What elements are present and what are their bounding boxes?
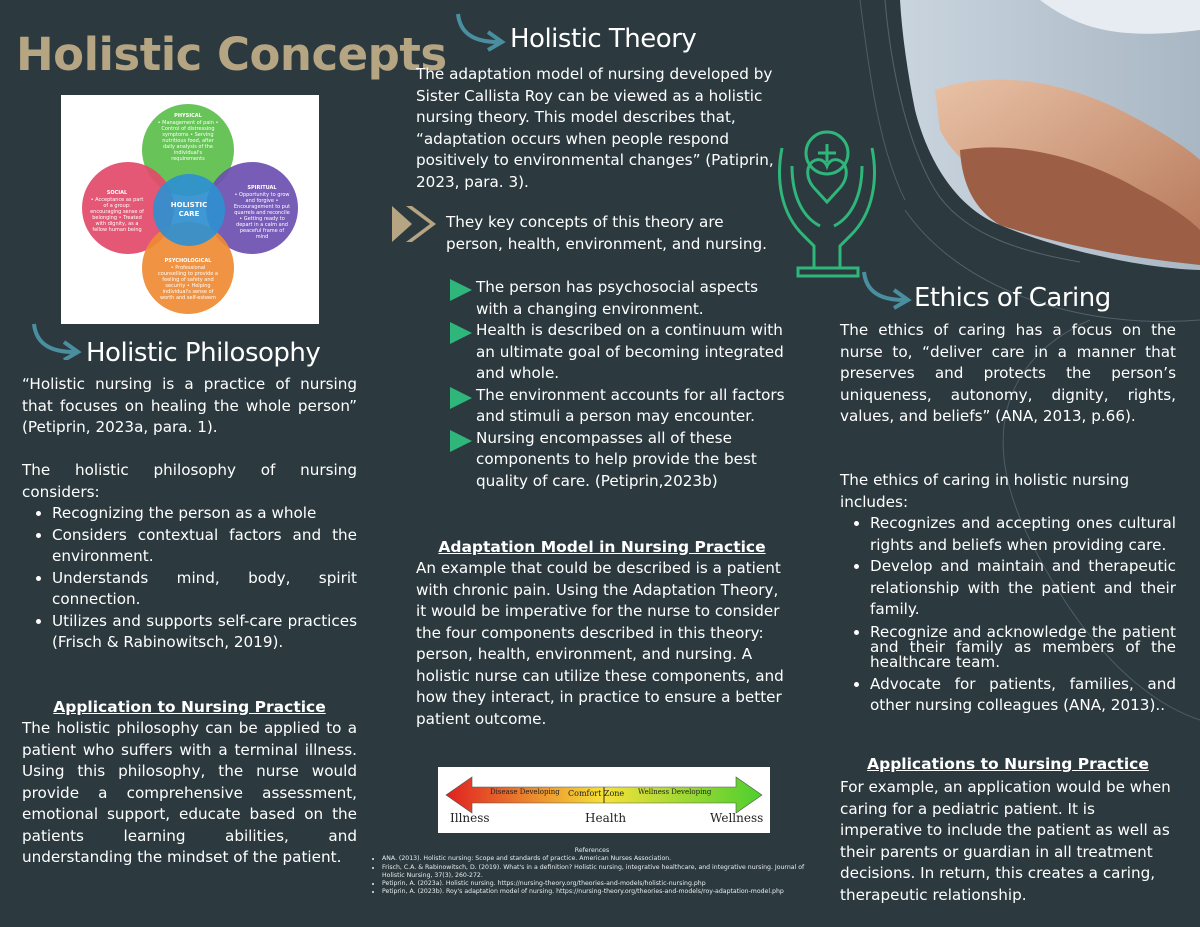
list-item: Health is described on a continuum with an ultimate goal of becoming integrated and whole. xyxy=(450,320,790,385)
list-item: • Advocate for patients, families, and other nursing colleagues (ANA, 2013).. xyxy=(870,674,1176,717)
care-hands-icon xyxy=(770,118,910,278)
adaptation-heading: Adaptation Model in Nursing Practice xyxy=(438,538,766,556)
disease-developing-label: Disease Developing xyxy=(490,788,560,796)
theory-key-concepts: They key concepts of this theory are person, health, environment, and nursing. xyxy=(446,213,767,253)
comfort-zone-label: Comfort Zone xyxy=(568,789,625,798)
references-heading: References xyxy=(574,847,610,854)
list-item: • Considers contextual factors and the environment. xyxy=(52,525,357,568)
list-item: Nursing encompasses all of these components to help provide the best quality of care. (Petiprin,2023b) xyxy=(450,428,790,493)
ethics-heading: Ethics of Caring xyxy=(914,283,1111,313)
venn-physical-text: • Management of pain • Control of distressing symptoms • Serving nutritious food, after daily analysis of the individual's requirements xyxy=(157,120,219,162)
list-item: • Recognizing the person as a whole xyxy=(52,503,357,525)
theory-heading: Holistic Theory xyxy=(510,24,697,54)
philosophy-application-heading: Application to Nursing Practice xyxy=(53,698,326,716)
theory-intro: The adaptation model of nursing developed by Sister Callista Roy can be viewed as a holistic nursing theory. This model describes that, “adaptation occurs when people respond positively to environmental changes” (Patiprin, 2023, para. 3). xyxy=(416,65,774,191)
venn-social-text: • Acceptance as part of a group: encouraging sense of belonging • Treated with dignity, as a fellow human being xyxy=(90,197,144,233)
reference-item: • Petiprin, A. (2023b). Roy's adaptation model of nursing. https://nursing-theory.org/theories-and-models/roy-adaptation-model.php xyxy=(382,888,812,896)
green-triangle-icon xyxy=(450,322,472,344)
arrow-icon xyxy=(30,320,86,360)
references xyxy=(372,847,812,897)
arrow-icon xyxy=(454,12,510,52)
list-item: • Utilizes and supports self-care practices (Frisch & Rabinowitsch, 2019). xyxy=(52,611,357,654)
list-item: • Recognizes and accepting ones cultural rights and beliefs when providing care. xyxy=(870,513,1176,556)
ethics-application-heading: Applications to Nursing Practice xyxy=(867,755,1149,773)
double-chevron-icon xyxy=(390,204,442,244)
list-item: • Recognize and acknowledge the patient and their family as members of the healthcare team. xyxy=(870,625,1176,670)
venn-spiritual-text: • Opportunity to grow and forgive • Encouragement to put quarrels and reconcile • Getting ready to depart in a calm and peaceful frame of mind xyxy=(233,192,291,240)
theory-concepts-list xyxy=(450,277,790,492)
page-title: Holistic Concepts xyxy=(16,28,447,81)
green-triangle-icon xyxy=(450,279,472,301)
wellness-developing-label: Wellness Developing xyxy=(638,788,712,796)
philosophy-list xyxy=(22,503,357,654)
list-item: The environment accounts for all factors and stimuli a person may encounter. xyxy=(450,385,790,428)
venn-spiritual-title: SPIRITUAL xyxy=(247,185,277,191)
venn-psychological-title: PSYCHOLOGICAL xyxy=(164,258,212,264)
ethics-includes: The ethics of caring in holistic nursing includes: xyxy=(840,471,1130,511)
illness-label: Illness xyxy=(450,811,490,825)
list-item: • Understands mind, body, spirit connection. xyxy=(52,568,357,611)
holistic-care-venn-diagram xyxy=(61,95,319,324)
venn-social-title: SOCIAL xyxy=(106,190,128,196)
ethics-list xyxy=(840,513,1176,717)
arrow-icon xyxy=(860,270,916,310)
philosophy-quote: “Holistic nursing is a practice of nursing that focuses on healing the whole person” (Petiprin, 2023a, para. 1). xyxy=(22,375,357,436)
reference-item: • ANA. (2013). Holistic nursing: Scope and standards of practice. American Nurses Association. xyxy=(382,855,812,863)
green-triangle-icon xyxy=(450,387,472,409)
venn-physical-title: PHYSICAL xyxy=(174,113,202,119)
health-label: Health xyxy=(585,811,627,825)
reference-item: • Frisch, C.A. & Rabinowitsch, D. (2019). What's in a definition? Holistic nursing, integrative healthcare, and integrative nursing. Journal of Holistic Nursing, 37(3), 260-272. xyxy=(382,864,812,881)
adaptation-text: An example that could be described is a patient with chronic pain. Using the Adaptation Theory, it would be imperative for the nurse to consider the four components described in this theory: person, health, environment, and nursing. A holistic nurse can utilize these components, and how they interact, in practice to ensure a better patient outcome. xyxy=(416,559,784,728)
list-item: The person has psychosocial aspects with a changing environment. xyxy=(450,277,790,320)
philosophy-intro: The holistic philosophy of nursing considers: xyxy=(22,461,357,501)
philosophy-application-text: The holistic philosophy can be applied to a patient who suffers with a terminal illness. Using this philosophy, the nurse would provide a comprehensive assessment, emotional support, educate based on the patients learning abilities, and understanding the mindset of the patient. xyxy=(22,719,357,866)
ethics-intro: The ethics of caring has a focus on the nurse to, “deliver care in a manner that preserves and protects the person’s uniqueness, autonomy, dignity, rights, values, and beliefs” (ANA, 2013, p.66). xyxy=(840,321,1176,425)
wellness-label: Wellness xyxy=(710,811,764,825)
illness-wellness-continuum xyxy=(438,767,770,833)
green-triangle-icon xyxy=(450,430,472,452)
venn-center-label: HOLISTIC CARE xyxy=(170,201,208,218)
ethics-application-text: For example, an application would be when caring for a pediatric patient. It is imperative to include the patient as well as their parents or guardian in all treatment decisions. In return, this creates a caring, therapeutic relationship. xyxy=(840,778,1171,904)
philosophy-heading: Holistic Philosophy xyxy=(86,338,321,368)
reference-item: • Petiprin, A. (2023a). Holistic nursing. https://nursing-theory.org/theories-and-models/holistic-nursing.php xyxy=(382,880,812,888)
list-item: • Develop and maintain and therapeutic relationship with the patient and their family. xyxy=(870,556,1176,621)
venn-psychological-text: • Professional counselling to provide a feeling of safety and security • Helping individual's sense of worth and self-esteem xyxy=(158,265,218,301)
